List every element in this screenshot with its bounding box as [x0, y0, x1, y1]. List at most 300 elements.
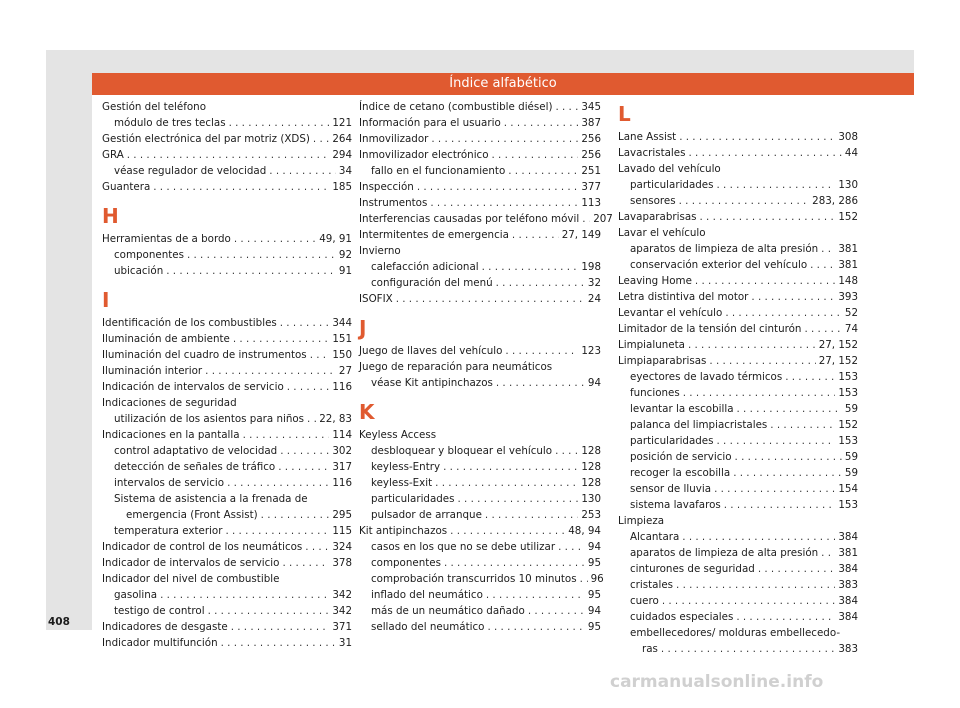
entry-page-ref: 130 [581, 493, 601, 505]
entry-term: Iluminación interior [102, 365, 203, 377]
entry-term: Interferencias causadas por teléfono móvil [359, 213, 580, 225]
entry-page-ref: 123 [581, 345, 601, 357]
entry-term: Indicación de intervalos de servicio [102, 381, 284, 393]
index-entry [102, 115, 352, 131]
index-entry [618, 481, 858, 497]
index-entry [359, 571, 604, 587]
entry-term: ISOFIX [359, 293, 393, 305]
dot-leader [735, 449, 842, 465]
index-entry [102, 411, 352, 427]
entry-page-ref: 393 [838, 291, 858, 303]
entry-term: Indicador de control de los neumáticos [102, 541, 303, 553]
entry-term: particularidades [630, 179, 714, 191]
entry-term: casos en los que no se debe utilizar [371, 541, 556, 553]
index-entry [618, 433, 858, 449]
index-entry [618, 289, 858, 305]
dot-leader [227, 475, 329, 491]
entry-page-ref: 383 [838, 579, 858, 591]
letter-heading-i: I [102, 288, 110, 312]
entry-term: calefacción adicional [371, 261, 479, 273]
index-heading: Lavar el vehículo [618, 227, 706, 239]
dot-leader [496, 275, 585, 291]
entry-term: Juego de llaves del vehículo [359, 345, 503, 357]
entry-term: sensor de lluvia [630, 483, 712, 495]
entry-term: Lavaparabrisas [618, 211, 697, 223]
index-entry [359, 343, 601, 359]
entry-page-ref: 116 [332, 381, 352, 393]
entry-page-ref: 31 [338, 637, 352, 649]
dot-leader [127, 147, 330, 163]
index-entry [102, 603, 352, 619]
entry-page-ref: 381 [838, 547, 858, 559]
entry-term: cuero [630, 595, 659, 607]
index-entry [359, 131, 601, 147]
entry-page-ref: 24 [587, 293, 601, 305]
entry-page-ref: 114 [332, 429, 352, 441]
dot-leader [555, 99, 578, 115]
entry-term: Kit antipinchazos [359, 525, 448, 537]
index-entry [102, 523, 352, 539]
dot-leader [233, 331, 329, 347]
index-entry [618, 385, 858, 401]
entry-page-ref: 92 [338, 249, 352, 261]
dot-leader [282, 555, 329, 571]
entry-page-ref: 153 [838, 371, 858, 383]
index-entry [102, 507, 352, 523]
dot-leader [417, 179, 579, 195]
index-entry [618, 609, 858, 625]
entry-term: Inspección [359, 181, 414, 193]
entry-term: recoger la escobilla [630, 467, 731, 479]
entry-term: Identificación de los combustibles [102, 317, 277, 329]
entry-page-ref: 116 [332, 477, 352, 489]
dot-leader [187, 247, 336, 263]
entry-page-ref: 153 [838, 499, 858, 511]
dot-leader [221, 635, 336, 651]
entry-term: aparatos de limpieza de alta presión [630, 243, 819, 255]
index-entry [102, 427, 352, 443]
dot-leader [485, 507, 578, 523]
entry-page-ref: 308 [838, 131, 858, 143]
entry-term: Indicador multifunción [102, 637, 218, 649]
entry-page-ref: 384 [838, 611, 858, 623]
entry-page-ref: 384 [838, 563, 858, 575]
dot-leader [737, 401, 842, 417]
entry-term: Letra distintiva del motor [618, 291, 749, 303]
dot-leader [683, 385, 836, 401]
index-entry [102, 635, 352, 651]
entry-page-ref: 128 [581, 445, 601, 457]
entry-term: componentes [371, 557, 441, 569]
entry-page-ref: 381 [838, 243, 858, 255]
entry-page-ref: 153 [838, 435, 858, 447]
entry-term: Intermitentes de emergencia [359, 229, 509, 241]
dot-leader [160, 587, 329, 603]
entry-term: levantar la escobilla [630, 403, 734, 415]
entry-page-ref: 207 [593, 213, 613, 225]
index-heading: Gestión del teléfono [102, 101, 206, 113]
index-heading: Sistema de asistencia a la frenada de [114, 493, 308, 505]
entry-page-ref: 94 [587, 541, 601, 553]
entry-page-ref: 317 [332, 461, 352, 473]
entry-page-ref: 251 [581, 165, 601, 177]
dot-leader [751, 289, 835, 305]
entry-term: Limpiaparabrisas [618, 355, 707, 367]
index-entry [359, 291, 601, 307]
index-entry [359, 275, 601, 291]
index-entry [102, 459, 352, 475]
watermark: carmanualsonline.info [610, 672, 824, 692]
entry-page-ref: 95 [587, 557, 601, 569]
entry-term: conservación exterior del vehículo [630, 259, 808, 271]
entry-term: sensores [630, 195, 676, 207]
entry-page-ref: 34 [338, 165, 352, 177]
entry-term: keyless-Entry [371, 461, 441, 473]
dot-leader [261, 507, 330, 523]
entry-page-ref: 128 [581, 477, 601, 489]
entry-term: funciones [630, 387, 680, 399]
dot-leader [492, 147, 579, 163]
index-entry [618, 305, 858, 321]
entry-term: gasolina [114, 589, 158, 601]
index-entry [102, 163, 352, 179]
entry-term: sellado del neumático [371, 621, 485, 633]
entry-page-ref: 59 [844, 451, 858, 463]
letter-heading-j: J [359, 316, 367, 340]
entry-term: Indicador de intervalos de servicio [102, 557, 280, 569]
entry-term: Inmovilizador [359, 133, 429, 145]
dot-leader [804, 321, 841, 337]
page-title: Índice alfabético [449, 76, 557, 91]
index-entry [618, 257, 858, 273]
index-entry [102, 147, 352, 163]
index-heading: Keyless Access [359, 429, 437, 441]
entry-page-ref: 294 [332, 149, 352, 161]
index-entry [359, 163, 601, 179]
index-entry [359, 555, 601, 571]
entry-page-ref: 383 [838, 643, 858, 655]
index-entry [618, 321, 858, 337]
entry-term: véase regulador de velocidad [114, 165, 267, 177]
dot-leader [821, 545, 835, 561]
entry-page-ref: 256 [581, 133, 601, 145]
entry-page-ref: 91 [338, 265, 352, 277]
index-entry [618, 449, 858, 465]
dot-leader [205, 363, 336, 379]
dot-leader [505, 343, 578, 359]
dot-leader [307, 411, 316, 427]
entry-term: Indicaciones en la pantalla [102, 429, 240, 441]
entry-page-ref: 384 [838, 531, 858, 543]
dot-leader [430, 195, 578, 211]
dot-leader [208, 603, 330, 619]
index-entry [102, 331, 352, 347]
dot-leader [269, 163, 336, 179]
dot-leader [688, 337, 816, 353]
entry-page-ref: 253 [581, 509, 601, 521]
dot-leader [736, 609, 835, 625]
entry-page-ref: 387 [581, 117, 601, 129]
index-entry [618, 209, 858, 225]
entry-term: más de un neumático dañado [371, 605, 525, 617]
entry-term: inflado del neumático [371, 589, 483, 601]
index-page [92, 73, 914, 655]
entry-page-ref: 128 [581, 461, 601, 473]
entry-page-ref: 113 [581, 197, 601, 209]
entry-page-ref: 44 [844, 147, 858, 159]
dot-leader [278, 459, 329, 475]
index-entry [102, 555, 352, 571]
entry-term: palanca del limpiacristales [630, 419, 768, 431]
entry-page-ref: 52 [844, 307, 858, 319]
dot-leader [231, 619, 330, 635]
entry-page-ref: 153 [838, 387, 858, 399]
dot-leader [458, 491, 579, 507]
dot-leader [443, 459, 578, 475]
dot-leader [229, 115, 330, 131]
dot-leader [714, 481, 835, 497]
entry-group [618, 129, 858, 657]
index-entry [618, 337, 858, 353]
dot-leader [153, 179, 329, 195]
index-entry [102, 539, 352, 555]
entry-page-ref: 59 [844, 403, 858, 415]
index-entry [359, 259, 601, 275]
dot-leader [688, 145, 841, 161]
dot-leader [676, 577, 835, 593]
index-entry [359, 475, 601, 491]
entry-term: eyectores de lavado térmicos [630, 371, 783, 383]
index-entry [618, 241, 858, 257]
entry-term: particularidades [371, 493, 455, 505]
dot-leader [504, 115, 579, 131]
letter-heading-h: H [102, 204, 119, 228]
index-entry [618, 353, 858, 369]
index-entry [618, 401, 858, 417]
entry-term: keyless-Exit [371, 477, 433, 489]
dot-leader [785, 369, 835, 385]
dot-leader [313, 131, 329, 147]
dot-leader [582, 211, 590, 227]
entry-page-ref: 151 [332, 333, 352, 345]
index-entry [102, 315, 352, 331]
entry-page-ref: 49, 91 [319, 233, 352, 245]
dot-leader [679, 193, 810, 209]
dot-leader [717, 177, 836, 193]
entry-term: Instrumentos [359, 197, 428, 209]
entry-group [359, 99, 613, 307]
dot-leader [725, 305, 842, 321]
index-entry [102, 587, 352, 603]
entry-term: Leaving Home [618, 275, 692, 287]
index-entry [359, 227, 601, 243]
entry-term: Información para el usuario [359, 117, 501, 129]
index-entry [102, 619, 352, 635]
entry-page-ref: 150 [332, 349, 352, 361]
index-entry [359, 99, 601, 115]
entry-term: Alcantara [630, 531, 680, 543]
entry-page-ref: 115 [332, 525, 352, 537]
dot-leader [280, 443, 329, 459]
entry-page-ref: 185 [332, 181, 352, 193]
entry-term: módulo de tres teclas [114, 117, 226, 129]
dot-leader [512, 227, 559, 243]
dot-leader [305, 539, 329, 555]
index-entry [359, 539, 601, 555]
entry-page-ref: 27 [338, 365, 352, 377]
index-entry [618, 545, 858, 561]
entry-term: aparatos de limpieza de alta presión [630, 547, 819, 559]
index-heading: Indicador del nivel de combustible [102, 573, 280, 585]
dot-leader [487, 619, 584, 635]
index-entry [618, 641, 858, 657]
index-heading: Lavado del vehículo [618, 163, 721, 175]
index-heading: Limpieza [618, 515, 665, 527]
dot-leader [733, 465, 842, 481]
dot-leader [555, 443, 578, 459]
entry-group [102, 231, 352, 279]
entry-group [102, 99, 352, 195]
entry-term: emergencia (Front Assist) [126, 509, 258, 521]
index-heading: embellecedores/ molduras embellecedo- [630, 627, 841, 639]
entry-term: cinturones de seguridad [630, 563, 755, 575]
page-number: 408 [48, 616, 70, 628]
entry-page-ref: 264 [332, 133, 352, 145]
entry-group [359, 343, 601, 391]
entry-term: Limitador de la tensión del cinturón [618, 323, 802, 335]
dot-leader [821, 241, 835, 257]
index-entry [618, 497, 858, 513]
dot-leader [482, 259, 579, 275]
index-entry [618, 145, 858, 161]
dot-leader [225, 523, 329, 539]
index-entry [618, 129, 858, 145]
entry-term: particularidades [630, 435, 714, 447]
entry-page-ref: 27, 149 [561, 229, 601, 241]
entry-page-ref: 302 [332, 445, 352, 457]
index-entry [618, 465, 858, 481]
index-entry [102, 379, 352, 395]
entry-page-ref: 384 [838, 595, 858, 607]
index-column-2 [359, 99, 613, 635]
entry-page-ref: 154 [838, 483, 858, 495]
entry-page-ref: 342 [332, 589, 352, 601]
entry-term: ubicación [114, 265, 164, 277]
index-entry [102, 179, 352, 195]
entry-page-ref: 121 [332, 117, 352, 129]
entry-term: véase Kit antipinchazos [371, 377, 493, 389]
index-column-3 [618, 99, 858, 657]
entry-page-ref: 148 [838, 275, 858, 287]
entry-term: utilización de los asientos para niños [114, 413, 305, 425]
index-entry [102, 131, 352, 147]
entry-page-ref: 324 [332, 541, 352, 553]
dot-leader [558, 539, 585, 555]
dot-leader [496, 375, 585, 391]
index-entry [359, 443, 601, 459]
index-entry [359, 507, 601, 523]
entry-term: Indicadores de desgaste [102, 621, 228, 633]
index-heading: Juego de reparación para neumáticos [359, 361, 553, 373]
entry-page-ref: 32 [587, 277, 601, 289]
entry-page-ref: 378 [332, 557, 352, 569]
dot-leader [700, 209, 836, 225]
entry-term: desbloquear y bloquear el vehículo [371, 445, 553, 457]
dot-leader [435, 475, 578, 491]
entry-term: Gestión electrónica del par motriz (XDS) [102, 133, 310, 145]
entry-page-ref: 22, 83 [319, 413, 352, 425]
dot-leader [717, 433, 836, 449]
dot-leader [166, 263, 336, 279]
entry-page-ref: 95 [587, 589, 601, 601]
index-entry [102, 363, 352, 379]
entry-term: cuidados especiales [630, 611, 734, 623]
entry-term: Lane Assist [618, 131, 677, 143]
entry-term: sistema lavafaros [630, 499, 721, 511]
letter-heading-l: L [618, 102, 631, 126]
dot-leader [486, 587, 585, 603]
index-entry [618, 577, 858, 593]
entry-page-ref: 27, 152 [818, 355, 858, 367]
index-entry [618, 529, 858, 545]
entry-group [359, 427, 604, 635]
entry-page-ref: 381 [838, 259, 858, 271]
entry-term: detección de señales de tráfico [114, 461, 276, 473]
index-entry [618, 369, 858, 385]
entry-page-ref: 152 [838, 211, 858, 223]
index-entry [618, 273, 858, 289]
entry-page-ref: 95 [587, 621, 601, 633]
index-entry [102, 263, 352, 279]
dot-leader [444, 555, 585, 571]
entry-term: GRA [102, 149, 124, 161]
index-entry [102, 475, 352, 491]
index-entry [102, 347, 352, 363]
index-entry [359, 375, 601, 391]
entry-page-ref: 342 [332, 605, 352, 617]
index-entry [102, 443, 352, 459]
entry-page-ref: 130 [838, 179, 858, 191]
entry-term: ras [642, 643, 658, 655]
index-entry [359, 491, 601, 507]
index-entry [618, 177, 858, 193]
entry-page-ref: 59 [844, 467, 858, 479]
dot-leader [679, 129, 835, 145]
entry-page-ref: 94 [587, 605, 601, 617]
index-entry [618, 561, 858, 577]
dot-leader [431, 131, 578, 147]
index-entry [359, 523, 601, 539]
index-entry [618, 417, 858, 433]
index-entry [359, 147, 601, 163]
index-entry [359, 115, 601, 131]
dot-leader [661, 641, 835, 657]
entry-term: Herramientas de a bordo [102, 233, 231, 245]
entry-page-ref: 96 [590, 573, 604, 585]
entry-page-ref: 198 [581, 261, 601, 273]
index-heading: Indicaciones de seguridad [102, 397, 237, 409]
dot-leader [396, 291, 585, 307]
index-entry [359, 587, 601, 603]
dot-leader [528, 603, 585, 619]
index-entry [359, 179, 601, 195]
entry-term: Lavacristales [618, 147, 686, 159]
entry-group [102, 315, 352, 651]
entry-page-ref: 94 [587, 377, 601, 389]
index-entry [359, 603, 601, 619]
entry-page-ref: 345 [581, 101, 601, 113]
dot-leader [310, 347, 330, 363]
